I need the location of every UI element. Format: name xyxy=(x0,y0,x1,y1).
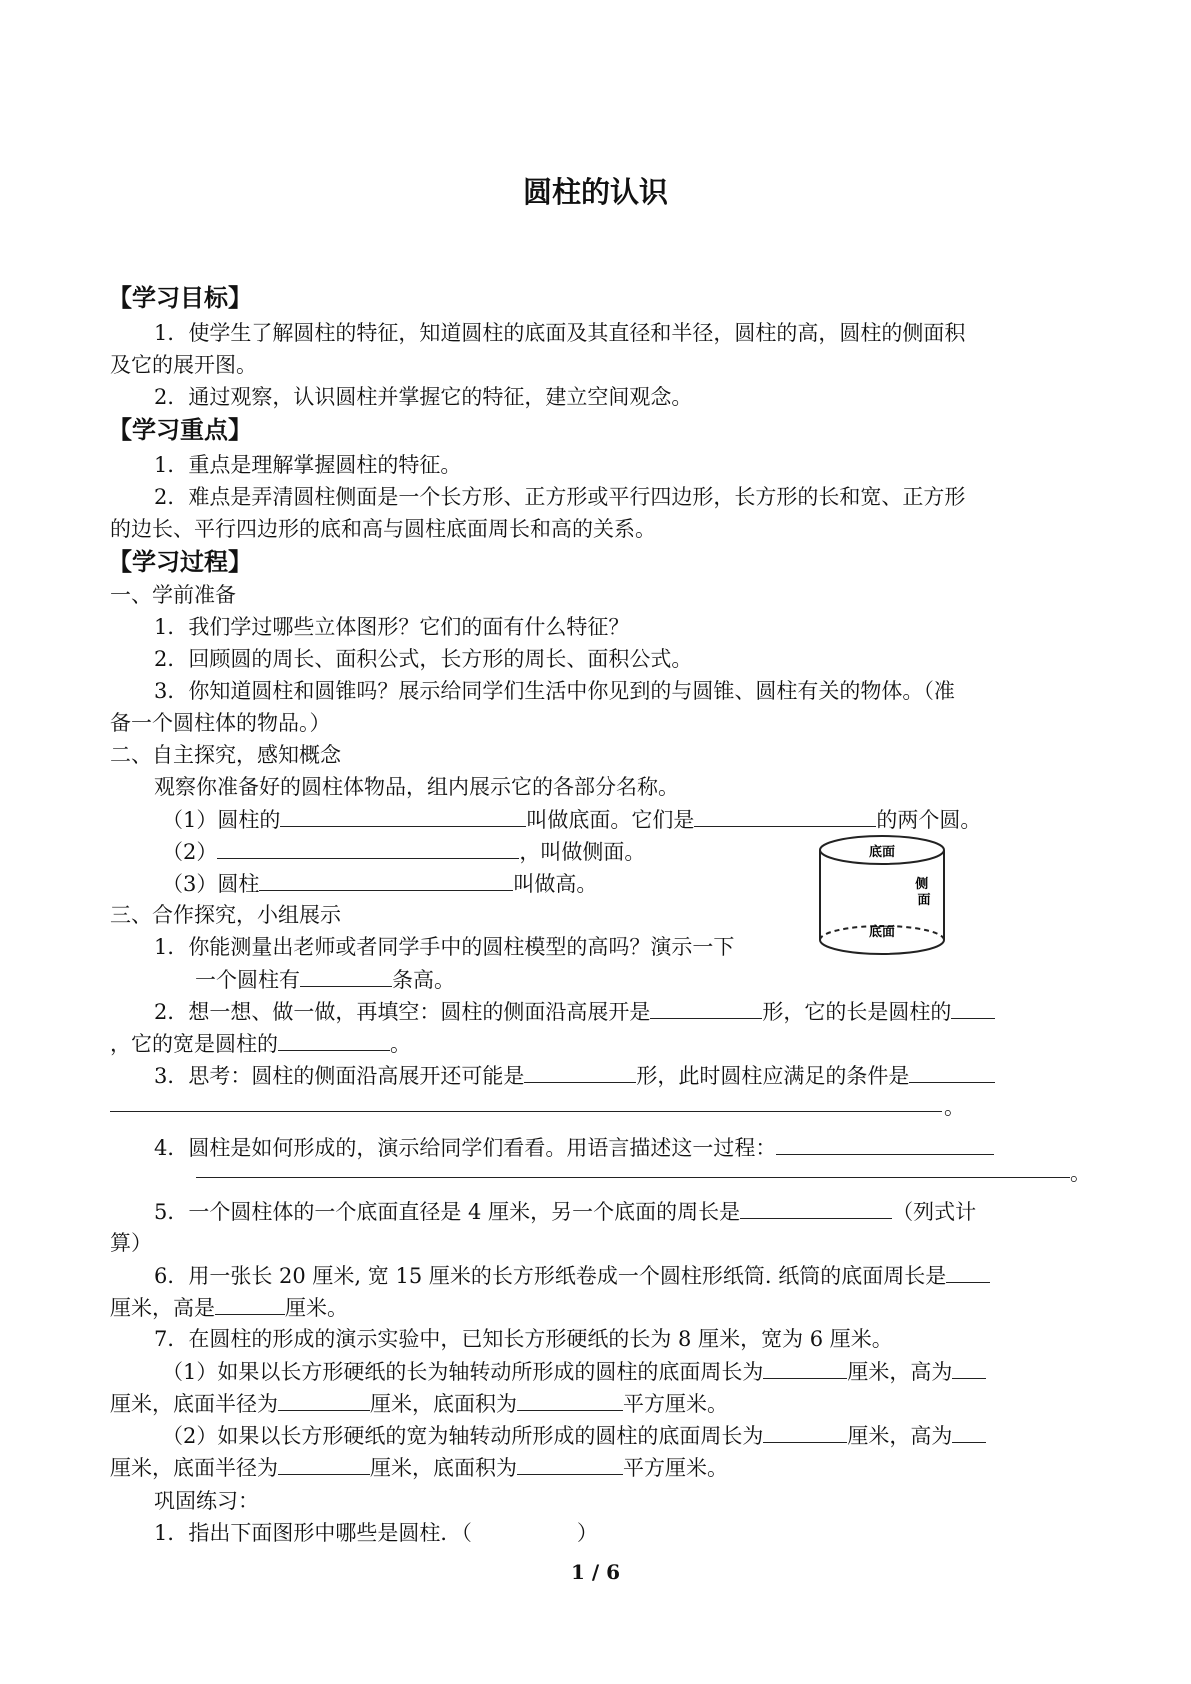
page-title: 圆柱的认识 xyxy=(522,175,668,209)
goal-1: 1．使学生了解圆柱的特征，知道圆柱的底面及其直径和半径，圆柱的高，圆柱的侧面积 xyxy=(154,321,966,345)
coop-item-2-cont: ，它的宽是圆柱的 。 xyxy=(110,1028,411,1059)
answer-blank[interactable] xyxy=(278,1452,370,1475)
explore-question-1: （1）圆柱的 叫做底面。它们是 的两个圆。 xyxy=(162,804,981,835)
answer-blank[interactable] xyxy=(259,868,513,891)
coop-item-6: 6．用一张长 20 厘米, 宽 15 厘米的长方形纸卷成一个圆柱形纸筒. 纸筒的底面周长是 xyxy=(154,1260,990,1291)
bottom-label: 底面 xyxy=(868,925,896,940)
answer-blank[interactable] xyxy=(278,1388,370,1411)
prep-item-1: 1．我们学过哪些立体图形？它们的面有什么特征？ xyxy=(154,615,630,639)
coop-item-5-cont: 算） xyxy=(110,1231,152,1255)
answer-blank[interactable] xyxy=(909,1060,995,1083)
coop-item-7-1: （1）如果以长方形硬纸的长为轴转动所形成的圆柱的底面周长为 厘米，高为 xyxy=(162,1356,986,1387)
top-label: 底面 xyxy=(868,845,896,860)
coop-item-4: 4．圆柱是如何形成的，演示给同学们看看。用语言描述这一过程： xyxy=(154,1132,994,1163)
coop-item-2: 2．想一想、做一做，再填空：圆柱的侧面沿高展开是 形，它的长是圆柱的 xyxy=(154,996,995,1027)
prep-heading: 一、学前准备 xyxy=(110,583,236,607)
answer-blank[interactable] xyxy=(217,836,519,859)
coop-item-7: 7．在圆柱的形成的演示实验中，已知长方形硬纸的长为 8 厘米，宽为 6 厘米。 xyxy=(154,1327,893,1351)
explore-question-2: （2） ，叫做侧面。 xyxy=(162,836,645,867)
coop-item-3-end: 。 xyxy=(944,1095,965,1119)
coop-item-7-2: （2）如果以长方形硬纸的宽为轴转动所形成的圆柱的底面周长为 厘米，高为 xyxy=(162,1420,986,1451)
coop-item-1-answer: 一个圆柱有 条高。 xyxy=(195,964,455,995)
prep-item-2: 2．回顾圆的周长、面积公式，长方形的周长、面积公式。 xyxy=(154,647,693,671)
answer-blank[interactable] xyxy=(763,1420,847,1443)
answer-blank[interactable] xyxy=(951,996,995,1019)
coop-item-7-2-cont: 厘米，底面半径为 厘米，底面积为 平方厘米。 xyxy=(110,1452,728,1483)
section-heading-goals: 【学习目标】 xyxy=(108,284,252,312)
answer-blank[interactable] xyxy=(776,1132,994,1155)
answer-blank-line[interactable] xyxy=(110,1110,942,1112)
coop-heading: 三、合作探究，小组展示 xyxy=(110,903,341,927)
answer-blank[interactable] xyxy=(517,1452,623,1475)
explore-heading: 二、自主探究，感知概念 xyxy=(110,743,341,767)
answer-blank[interactable] xyxy=(952,1420,986,1443)
answer-blank[interactable] xyxy=(517,1388,623,1411)
answer-blank[interactable] xyxy=(763,1356,847,1379)
answer-blank[interactable] xyxy=(694,804,876,827)
answer-blank[interactable] xyxy=(280,804,526,827)
answer-blank[interactable] xyxy=(300,964,392,987)
coop-item-5: 5．一个圆柱体的一个底面直径是 4 厘米，另一个底面的周长是 （列式计 xyxy=(154,1196,976,1227)
page-number: 1 / 6 xyxy=(570,1560,621,1584)
coop-item-1: 1．你能测量出老师或者同学手中的圆柱模型的高吗？演示一下 xyxy=(154,935,735,959)
answer-blank[interactable] xyxy=(946,1260,990,1283)
answer-blank[interactable] xyxy=(650,996,762,1019)
bottom-front-arc xyxy=(820,940,944,954)
coop-item-3: 3．思考：圆柱的侧面沿高展开还可能是 形，此时圆柱应满足的条件是 xyxy=(154,1060,995,1091)
answer-blank[interactable] xyxy=(952,1356,986,1379)
coop-item-7-1-cont: 厘米，底面半径为 厘米，底面积为 平方厘米。 xyxy=(110,1388,728,1419)
practice-item-1: 1．指出下面图形中哪些是圆柱．（ ） xyxy=(154,1521,598,1545)
key-point-1: 1．重点是理解掌握圆柱的特征。 xyxy=(154,453,462,477)
goal-2: 2．通过观察，认识圆柱并掌握它的特征，建立空间观念。 xyxy=(154,385,693,409)
key-point-2: 2．难点是弄清圆柱侧面是一个长方形、正方形或平行四边形，长方形的长和宽、正方形 xyxy=(154,485,966,509)
side-label-char-2: 面 xyxy=(917,893,931,908)
section-heading-process: 【学习过程】 xyxy=(108,548,252,576)
key-point-2-cont: 的边长、平行四边形的底和高与圆柱底面周长和高的关系。 xyxy=(110,517,656,541)
goal-1-cont: 及它的展开图。 xyxy=(110,353,257,377)
answer-blank[interactable] xyxy=(278,1028,390,1051)
prep-item-3: 3．你知道圆柱和圆锥吗？展示给同学们生活中你见到的与圆锥、圆柱有关的物体。（准 xyxy=(154,679,955,703)
answer-blank[interactable] xyxy=(215,1292,285,1315)
coop-item-4-end: 。 xyxy=(1070,1161,1091,1185)
explore-intro: 观察你准备好的圆柱体物品，组内展示它的各部分名称。 xyxy=(154,775,679,799)
prep-item-3-cont: 备一个圆柱体的物品。） xyxy=(110,711,331,735)
coop-item-6-cont: 厘米，高是 厘米。 xyxy=(110,1292,348,1323)
side-label-char-1: 侧 xyxy=(915,877,929,892)
cylinder-diagram xyxy=(812,832,952,962)
answer-blank[interactable] xyxy=(740,1196,892,1219)
explore-question-3: （3）圆柱 叫做高。 xyxy=(162,868,597,899)
side-label xyxy=(914,876,933,908)
practice-heading: 巩固练习： xyxy=(154,1489,259,1513)
answer-blank-line[interactable] xyxy=(196,1176,1070,1178)
section-heading-key-points: 【学习重点】 xyxy=(108,416,252,444)
answer-blank[interactable] xyxy=(524,1060,636,1083)
